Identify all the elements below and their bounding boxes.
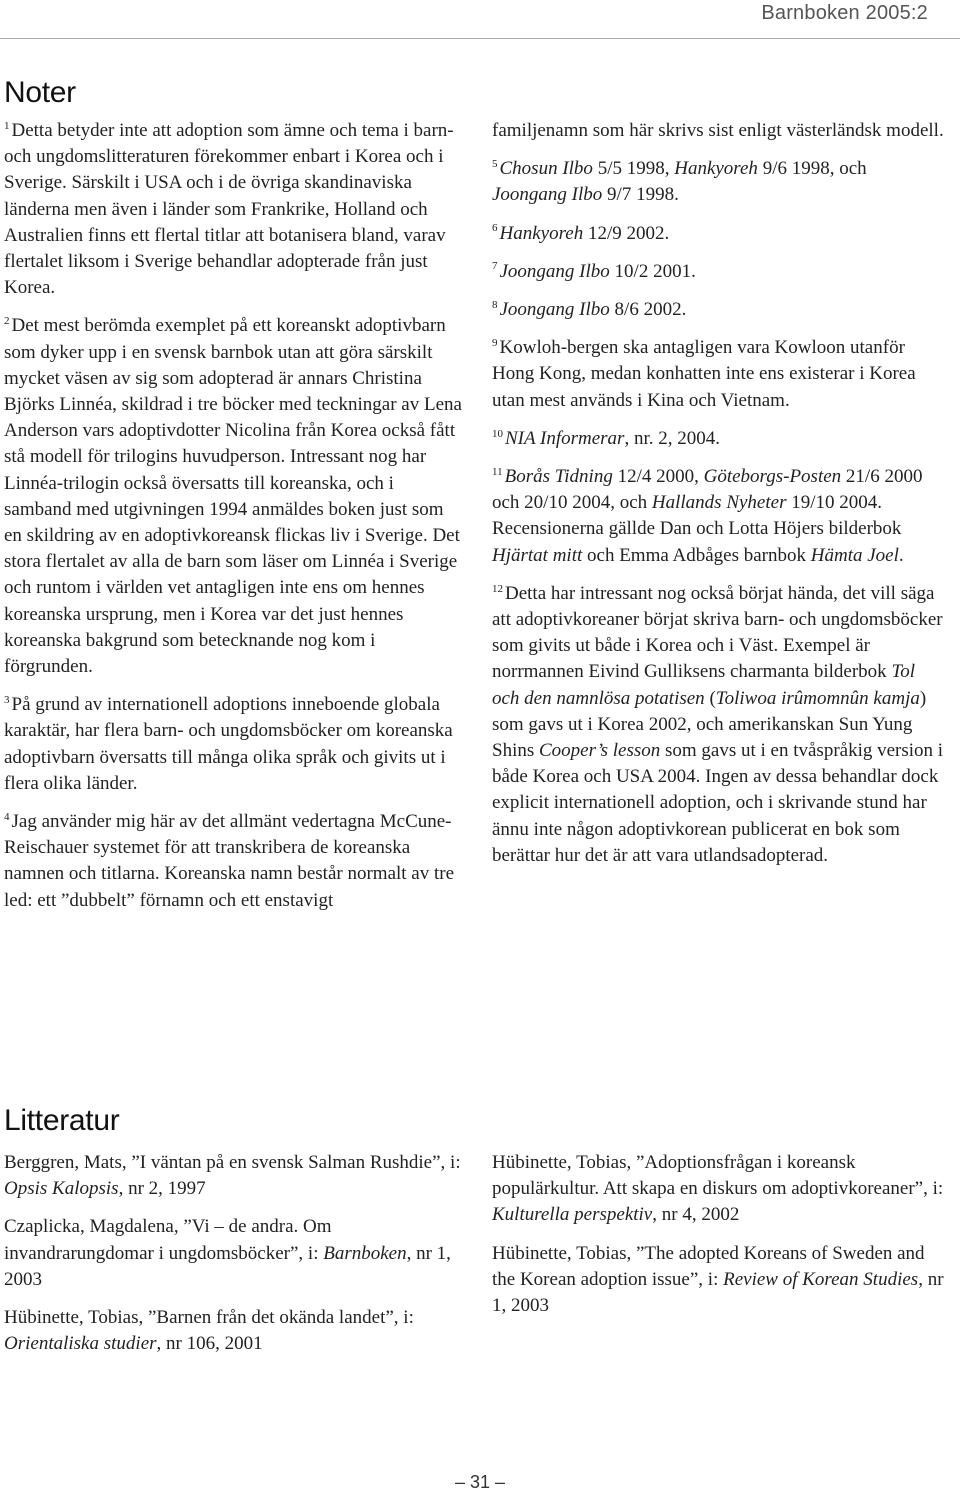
note-number: 3 [4, 693, 10, 706]
note-8 [492, 297, 944, 323]
newspaper-title: Göteborgs-Posten [703, 466, 842, 488]
note-text: 9/7 1998. [602, 184, 679, 206]
note-text: 9/6 1998, och [757, 158, 867, 180]
notes-left-column [4, 118, 462, 914]
notes-heading: Noter [4, 76, 76, 109]
note-number: 11 [492, 465, 503, 478]
reference-text: Czaplicka, Magdalena, ”Vi – de andra. Om invandrarungdomar i ungdomsböcker”, i: [4, 1216, 332, 1264]
note-number: 4 [4, 810, 10, 823]
journal-title: Orientaliska studier [4, 1333, 157, 1355]
reference-entry [4, 1150, 462, 1202]
reference-text: Hübinette, Tobias, ”Adoptionsfrågan i koreansk populärkultur. Att skapa en diskurs om adoptivkoreaner”, i: [492, 1152, 944, 1200]
newspaper-title: Chosun Ilbo [499, 158, 593, 180]
book-title: Cooper’s lesson [539, 740, 661, 762]
note-number: 6 [492, 222, 498, 235]
journal-title: Review of Korean Studies [723, 1268, 919, 1290]
reference-text: , nr 2, 1997 [118, 1178, 206, 1200]
reference-entry [4, 1305, 462, 1357]
note-text: . [898, 544, 904, 566]
note-text: På grund av internationell adoptions inneboende globala karaktär, har flera barn- och ungdomsböcker om koreanska adoptivbarn översatts till många olika språk och givits ut i flera olika länder. [4, 694, 453, 794]
reference-text: Berggren, Mats, ”I väntan på en svensk Salman Rushdie”, i: [4, 1152, 461, 1173]
literature-right-column [492, 1150, 944, 1319]
note-7 [492, 259, 944, 285]
journal-title: Opsis Kalopsis [4, 1178, 119, 1200]
note-text: 12/4 2000, [612, 466, 704, 488]
newspaper-title: Joongang Ilbo [492, 184, 603, 206]
note-text: och Emma Adbåges barnbok [582, 544, 811, 566]
newspaper-title: Hankyoreh [674, 158, 758, 180]
publication-title: NIA Informerar [505, 427, 625, 449]
note-text: 5/5 1998, [592, 158, 675, 180]
note-12 [492, 581, 944, 869]
note-4 [4, 809, 462, 914]
note-text: Jag använder mig här av det allmänt vedertagna McCune-Reischauer systemet för att transkribera de koreanska namnen och titlarna. Koreanska namn består normalt av tre led: ett ”dubbelt” förnamn och ett enstavigt [4, 811, 455, 911]
reference-entry [4, 1214, 462, 1293]
reference-entry [492, 1150, 944, 1229]
book-title: Tol och den namnlösa potatisen [492, 661, 916, 709]
note-number: 12 [492, 582, 503, 595]
journal-title: Barnboken [323, 1242, 407, 1264]
note-9 [492, 335, 944, 414]
note-number: 9 [492, 336, 498, 349]
note-2 [4, 313, 462, 680]
note-text: familjenamn som här skrivs sist enligt västerländsk modell. [492, 120, 944, 141]
note-3 [4, 692, 462, 797]
newspaper-title: Joongang Ilbo [499, 299, 610, 321]
note-10 [492, 426, 944, 452]
note-number: 10 [492, 427, 503, 440]
header-rule [0, 38, 960, 39]
reference-text: Hübinette, Tobias, ”Barnen från det okända landet”, i: [4, 1307, 414, 1329]
note-number: 5 [492, 157, 498, 170]
note-11 [492, 464, 944, 569]
note-text: 12/9 2002. [583, 222, 670, 244]
reference-entry [492, 1241, 944, 1320]
note-number: 2 [4, 315, 10, 328]
newspaper-title: Borås Tidning [504, 466, 613, 488]
note-text: Det mest berömda exemplet på ett koreanskt adoptivbarn som dyker upp i en svensk barnbok utan att göra särskilt mycket väsen av sig som adopterad är annars Christina Björks Linnéa, skildrad i tre böcker med teckningar av Lena Anderson vars adoptivdotter Nicolina från Korea också fått stå modell för trilogins huvudperson. Intressant nog har Linnéa-trilogin också översatts till koreanska, och i samband med utgivningen 1994 anmäldes boken just som en skildring av en adoptivkoreansk flickas liv i Sverige. Det stora flertalet av alla de barn som läser om Linnéa i Sverige och runtom i världen vet antagligen inte ens om hennes koreanska ursprung, men i Korea var det just hennes koreanska bakgrund som betecknande nog kom i förgrunden. [4, 315, 462, 678]
literature-heading: Litteratur [4, 1104, 120, 1137]
reference-text: , nr 4, 2002 [652, 1204, 740, 1226]
note-number: 8 [492, 298, 498, 311]
running-head: Barnboken 2005:2 [761, 2, 928, 24]
note-text: 19/10 2004. Recensionerna gällde Dan och Lotta Höjers bilderbok [492, 492, 902, 540]
page-number: – 31 – [454, 1472, 506, 1492]
newspaper-title: Hankyoreh [499, 222, 584, 244]
journal-title: Kulturella perspektiv [492, 1204, 653, 1226]
reference-text: , nr 1, 2003 [492, 1268, 944, 1317]
newspaper-title: Joongang Ilbo [499, 260, 610, 282]
note-5 [492, 156, 944, 208]
newspaper-title: Hallands Nyheter [651, 492, 787, 514]
note-text: ) som gavs ut i Korea 2002, och amerikanskan Sun Yung Shins [492, 687, 927, 762]
reference-text: , nr 1, 2003 [4, 1242, 451, 1290]
note-text: 8/6 2002. [609, 299, 687, 321]
reference-text: Hübinette, Tobias, ”The adopted Koreans of Sweden and the Korean adoption issue”, i: [492, 1242, 925, 1290]
book-title: Hjärtat mitt [492, 544, 583, 566]
note-text: ( [704, 687, 716, 709]
note-6 [492, 221, 944, 247]
note-text: Detta har intressant nog också börjat hända, det vill säga att adoptivkoreaner börjat skriva barn- och ungdomsböcker som givits ut både i Korea och i Väst. Exempel är norrmannen Eivind Gulliksens charmanta bilderbok [492, 582, 943, 683]
note-number: 7 [492, 260, 498, 273]
note-number: 1 [4, 119, 10, 132]
note-1 [4, 118, 462, 301]
book-title: Hämta Joel [810, 544, 899, 566]
reference-text: , nr 106, 2001 [156, 1333, 263, 1355]
note-text: , nr. 2, 2004. [624, 427, 720, 449]
note-text: 10/2 2001. [609, 260, 696, 282]
book-title: Toliwoa irûmomnûn kamja [715, 687, 920, 709]
literature-left-column [4, 1150, 462, 1357]
note-4-continued [492, 118, 944, 144]
note-text: som gavs ut i en tvåspråkig version i både Korea och USA 2004. Ingen av dessa behandlar dock explicit internationell adoption, och i skrivande stund har ännu inte någon adoptivkorean publicerat en bok som berättar hur det är att vara utlandsadopterad. [492, 740, 944, 866]
notes-right-column [492, 118, 944, 869]
note-text: Kowloh-bergen ska antagligen vara Kowloon utanför Hong Kong, medan konhatten inte ens existerar i Korea utan mest används i Kina och Vietnam. [492, 337, 916, 411]
note-text: 21/6 2000 och 20/10 2004, och [492, 466, 923, 514]
note-text: Detta betyder inte att adoption som ämne och tema i barn- och ungdomslitteraturen förekommer enbart i Korea och i Sverige. Särskilt i USA och i de övriga skandinaviska länderna men även i länder som Frankrike, Holland och Australien finns ett flertal titlar att botanisera bland, varav flertalet liksom i Sverige behandlar adopterade från just Korea. [4, 120, 454, 299]
